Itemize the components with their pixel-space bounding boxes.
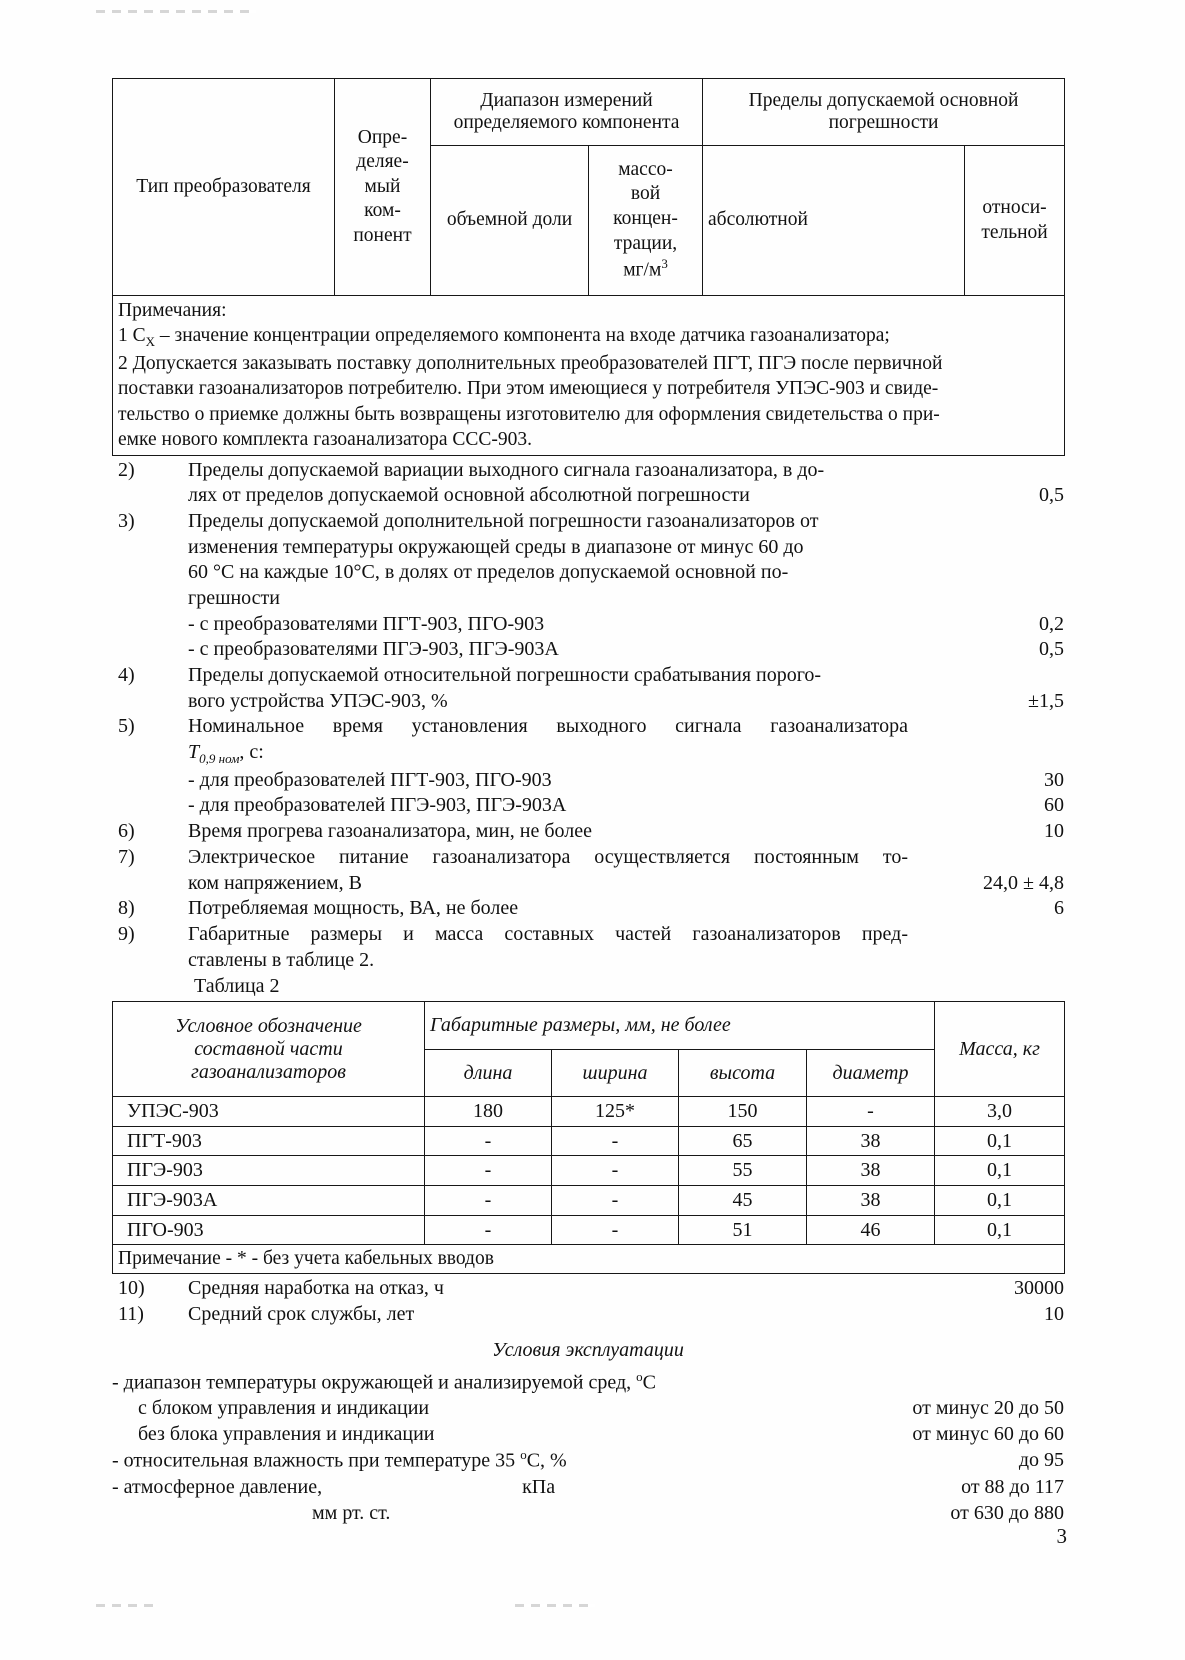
list-item-3-subline-2-value: 0,5 (1039, 638, 1064, 661)
table1-notes (113, 296, 1065, 456)
dimensions-table-2 (112, 1001, 1065, 1274)
row-4-width: - (552, 1215, 679, 1245)
row-1-mass: 0,1 (935, 1126, 1065, 1156)
row-3-length: - (425, 1186, 552, 1216)
th-error-limits-line-2: погрешности (828, 112, 939, 133)
note-2-line-2: поставки газоанализаторов потребителю. При этом имеющиеся у потребителя УПЭС-903 и свиде- (118, 378, 939, 400)
specification-list (112, 458, 1064, 974)
th-component (335, 79, 431, 296)
temperature-range-label-unit: С (642, 1371, 656, 1394)
th-part-designation (113, 1002, 425, 1097)
th-part-designation-line-1: Условное обозначение (175, 1015, 362, 1038)
row-2-diameter: 38 (807, 1156, 935, 1186)
list-item-9-line-1: Габаритные размеры и масса составных частей газоанализаторов пред- (188, 922, 908, 945)
pressure-mmhg-value: от 630 до 880 (950, 1501, 1064, 1524)
table1-header-row-1 (113, 79, 1065, 146)
th-part-designation-line-2: составной части (194, 1037, 343, 1060)
list-item-10-text: Средняя наработка на отказ, ч (188, 1277, 444, 1300)
list-item-2-body (188, 458, 914, 509)
row-1-height: 65 (679, 1126, 807, 1156)
temperature-with-unit-label: с блоком управления и индикации (138, 1397, 430, 1420)
list-item-2-line-1: Пределы допускаемой вариации выходного сигнала газоанализатора, в до- (188, 458, 825, 481)
list-item-3-subline-1-text: - с преобразователями ПГТ-903, ПГО-903 (188, 612, 545, 635)
list-item-5-symbol: T (188, 741, 200, 764)
row-2-height: 55 (679, 1156, 807, 1186)
list-item-5-subline-1-text: - для преобразователей ПГТ-903, ПГО-903 (188, 768, 552, 791)
temperature-range-label-row (112, 1369, 1064, 1396)
list-item-7 (112, 845, 1064, 896)
table1-notes-row (113, 296, 1065, 456)
list-item-8 (112, 896, 1064, 922)
table-row (113, 1097, 1065, 1127)
list-item-5-subline-1-value: 30 (1044, 768, 1064, 791)
operating-conditions-title: Условия эксплуатации (492, 1338, 684, 1361)
row-3-height: 45 (679, 1186, 807, 1216)
row-1-length: - (425, 1126, 552, 1156)
th-measurement-range-line-2: определяемого компонента (453, 112, 680, 133)
temperature-without-unit-value: от минус 60 до 60 (912, 1423, 1064, 1446)
temperature-with-unit-value: от минус 20 до 50 (912, 1397, 1064, 1420)
th-relative (965, 146, 1065, 296)
note-1-subscript: X (145, 334, 156, 350)
list-item-10-value: 30000 (1014, 1277, 1064, 1300)
row-0-height: 150 (679, 1097, 807, 1127)
th-error-limits (703, 79, 1065, 146)
specification-table-1 (112, 78, 1065, 456)
degree-symbol-icon: о (520, 1447, 527, 1463)
list-item-9 (112, 922, 1064, 973)
th-mass: Масса, кг (935, 1002, 1065, 1097)
th-mass-line-2: вой (630, 183, 661, 205)
scan-artifact-bottom-left (96, 1604, 156, 1607)
table-row (113, 1215, 1065, 1245)
list-item-3-subline-2 (112, 637, 1064, 663)
page-content (112, 78, 1064, 1526)
list-item-4 (112, 663, 1064, 714)
row-0-diameter: - (807, 1097, 935, 1127)
row-0-name: УПЭС-903 (113, 1097, 425, 1127)
table-row (113, 1126, 1065, 1156)
th-component-line-3: мый (364, 175, 401, 197)
list-item-3-subline-1-value: 0,2 (1039, 612, 1064, 635)
table2-footnote-row (113, 1245, 1065, 1274)
list-item-11-text: Средний срок службы, лет (188, 1302, 415, 1325)
temperature-without-unit-row (112, 1421, 1064, 1447)
th-height: высота (679, 1049, 807, 1097)
pressure-kpa-row (112, 1474, 1064, 1500)
note-1-prefix: 1 C (118, 325, 146, 347)
row-2-width: - (552, 1156, 679, 1186)
list-item-6 (112, 819, 1064, 845)
th-volume-fraction: объемной доли (431, 146, 589, 296)
list-item-7-line-1: Электрическое питание газоанализатора осуществляется постоянным то- (188, 845, 908, 868)
list-item-8-text: Потребляемая мощность, ВА, не более (188, 897, 519, 920)
th-measurement-range (431, 79, 703, 146)
row-3-name: ПГЭ-903А (113, 1186, 425, 1216)
list-item-5-number: 5) (118, 715, 135, 738)
row-0-mass: 3,0 (935, 1097, 1065, 1127)
row-1-width: - (552, 1126, 679, 1156)
th-absolute: абсолютной (703, 146, 965, 296)
table2-footnote: Примечание - * - без учета кабельных вводов (113, 1245, 1065, 1274)
pressure-kpa-value: от 88 до 117 (961, 1475, 1064, 1498)
list-item-5-subline-2-value: 60 (1044, 794, 1064, 817)
humidity-label (112, 1447, 834, 1474)
scan-artifact-top-left (96, 10, 256, 13)
list-item-3-body (188, 509, 914, 612)
row-2-length: - (425, 1156, 552, 1186)
list-item-5-symbol-subscript: 0,9 ном (199, 751, 240, 767)
row-3-diameter: 38 (807, 1186, 935, 1216)
specification-list-tail (112, 1276, 1064, 1327)
humidity-label-unit: С, % (526, 1449, 567, 1472)
list-item-5-line-1: Номинальное время установления выходного сигнала газоанализатора (188, 715, 908, 738)
list-item-3-number: 3) (118, 509, 135, 532)
row-4-name: ПГО-903 (113, 1215, 425, 1245)
row-4-height: 51 (679, 1215, 807, 1245)
table2-header-row-1 (113, 1002, 1065, 1050)
note-2-line-1: 2 Допускается заказывать поставку дополнительных преобразователей ПГТ, ПГЭ после первичной (118, 353, 943, 375)
th-mass-units-exponent: 3 (661, 256, 668, 272)
row-0-length: 180 (425, 1097, 552, 1127)
th-width: ширина (552, 1049, 679, 1097)
th-type-converter: Тип преобразователя (113, 79, 335, 296)
row-4-diameter: 46 (807, 1215, 935, 1245)
list-item-3-line-4: грешности (188, 586, 281, 609)
humidity-row (112, 1447, 1064, 1474)
list-item-7-line-2: ком напряжением, В (188, 871, 362, 894)
list-item-3-line-2: изменения температуры окружающей среды в диапазоне от минус 60 до (188, 535, 804, 558)
list-item-11-value: 10 (1044, 1302, 1064, 1325)
list-item-5-subline-2-text: - для преобразователей ПГЭ-903, ПГЭ-903А (188, 794, 567, 817)
list-item-5-symbol-rest: , с: (239, 741, 264, 764)
list-item-7-body (188, 845, 914, 896)
list-item-5-subline-1 (112, 768, 1064, 794)
th-mass-units: мг/м (623, 259, 662, 281)
page-number: 3 (1056, 1524, 1067, 1548)
pressure-label: - атмосферное давление, (112, 1475, 323, 1498)
list-item-2 (112, 458, 1064, 509)
th-component-line-1: Опре- (357, 126, 408, 148)
temperature-with-unit-row (112, 1395, 1064, 1421)
note-1-rest: – значение концентрации определяемого компонента на входе датчика газоанализатора; (155, 325, 890, 347)
th-relative-line-1: относи- (982, 196, 1047, 218)
table2-caption: Таблица 2 (194, 975, 280, 998)
th-relative-line-2: тельной (981, 221, 1048, 243)
temperature-without-unit-label: без блока управления и индикации (138, 1423, 435, 1446)
list-item-5 (112, 714, 1064, 767)
list-item-6-number: 6) (118, 820, 135, 843)
humidity-value: до 95 (1018, 1449, 1064, 1472)
th-mass-line-3: концен- (613, 207, 678, 229)
list-item-4-number: 4) (118, 664, 135, 686)
list-item-3-subline-2-text: - с преобразователями ПГЭ-903, ПГЭ-903А (188, 638, 559, 661)
th-length: длина (425, 1049, 552, 1097)
list-item-8-number: 8) (118, 897, 135, 920)
list-item-4-body (188, 663, 914, 714)
th-component-line-5: понент (353, 224, 412, 246)
degree-symbol-icon: о (636, 1368, 643, 1384)
list-item-5-line-2 (188, 740, 908, 768)
list-item-10-number: 10) (118, 1277, 145, 1300)
list-item-2-line-2: лях от пределов допускаемой основной абсолютной погрешности (188, 484, 750, 507)
th-mass-line-1: массо- (618, 158, 673, 180)
scan-artifact-bottom-right (515, 1604, 595, 1607)
list-item-5-subline-2 (112, 793, 1064, 819)
pressure-mmhg-label-group (112, 1500, 834, 1526)
list-item-4-line-1: Пределы допускаемой относительной погрешности срабатывания порого- (188, 664, 822, 686)
humidity-label-text: - относительная влажность при температуре 35 (112, 1449, 521, 1472)
temperature-range-label (112, 1369, 834, 1396)
list-item-11-number: 11) (118, 1302, 144, 1325)
row-0-width: 125* (552, 1097, 679, 1127)
th-dimensions-group: Габаритные размеры, мм, не более (425, 1002, 935, 1050)
th-mass-concentration (589, 146, 703, 296)
note-2-line-4: емке нового комплекта газоанализатора ССС-903. (118, 429, 533, 451)
list-item-4-value: ±1,5 (1028, 689, 1064, 712)
pressure-label-group (112, 1474, 834, 1500)
list-item-9-line-2: ставлены в таблице 2. (188, 948, 375, 971)
row-4-length: - (425, 1215, 552, 1245)
list-item-10 (112, 1276, 1064, 1302)
row-1-diameter: 38 (807, 1126, 935, 1156)
list-item-8-value: 6 (1054, 897, 1064, 920)
list-item-6-value: 10 (1044, 820, 1064, 843)
row-4-mass: 0,1 (935, 1215, 1065, 1245)
list-item-3 (112, 509, 1064, 612)
pressure-unit-kpa: кПа (522, 1475, 556, 1498)
list-item-7-value: 24,0 ± 4,8 (983, 871, 1064, 894)
list-item-2-number: 2) (118, 458, 135, 481)
notes-title: Примечания: (118, 300, 227, 321)
th-error-limits-line-1: Пределы допускаемой основной (748, 89, 1019, 111)
th-measurement-range-line-1: Диапазон измерений (480, 89, 653, 111)
list-item-5-body (188, 714, 914, 767)
row-2-mass: 0,1 (935, 1156, 1065, 1186)
row-3-mass: 0,1 (935, 1186, 1065, 1216)
list-item-7-number: 7) (118, 845, 135, 868)
pressure-mmhg-row (112, 1500, 1064, 1526)
row-1-name: ПГТ-903 (113, 1126, 425, 1156)
note-2-line-3: тельство о приемке должны быть возвращены изготовителю для оформления свидетельства о при- (118, 403, 940, 425)
list-item-6-text: Время прогрева газоанализатора, мин, не более (188, 820, 592, 843)
row-3-width: - (552, 1186, 679, 1216)
list-item-3-subline-1 (112, 612, 1064, 638)
list-item-9-number: 9) (118, 922, 135, 945)
list-item-3-line-3: 60 °С на каждые 10°С, в долях от пределов допускаемой основной по- (188, 561, 789, 584)
list-item-4-line-2: вого устройства УПЭС-903, % (188, 689, 448, 712)
list-item-11 (112, 1302, 1064, 1328)
list-item-3-line-1: Пределы допускаемой дополнительной погрешности газоанализаторов от (188, 509, 819, 532)
row-2-name: ПГЭ-903 (113, 1156, 425, 1186)
table-row (113, 1186, 1065, 1216)
note-1 (118, 323, 1059, 351)
th-mass-line-4: трации, (613, 232, 678, 254)
table-row (113, 1156, 1065, 1186)
list-item-9-body (188, 922, 914, 973)
th-part-designation-line-3: газоанализаторов (191, 1060, 346, 1083)
th-diameter: диаметр (807, 1049, 935, 1097)
th-component-line-4: ком- (364, 200, 401, 222)
pressure-unit-mmhg: мм рт. ст. (312, 1501, 391, 1524)
list-item-2-value: 0,5 (1039, 484, 1064, 507)
temperature-range-label-text: - диапазон температуры окружающей и анализируемой сред, (112, 1371, 637, 1394)
th-component-line-2: деляе- (356, 151, 409, 173)
operating-conditions (112, 1337, 1064, 1526)
